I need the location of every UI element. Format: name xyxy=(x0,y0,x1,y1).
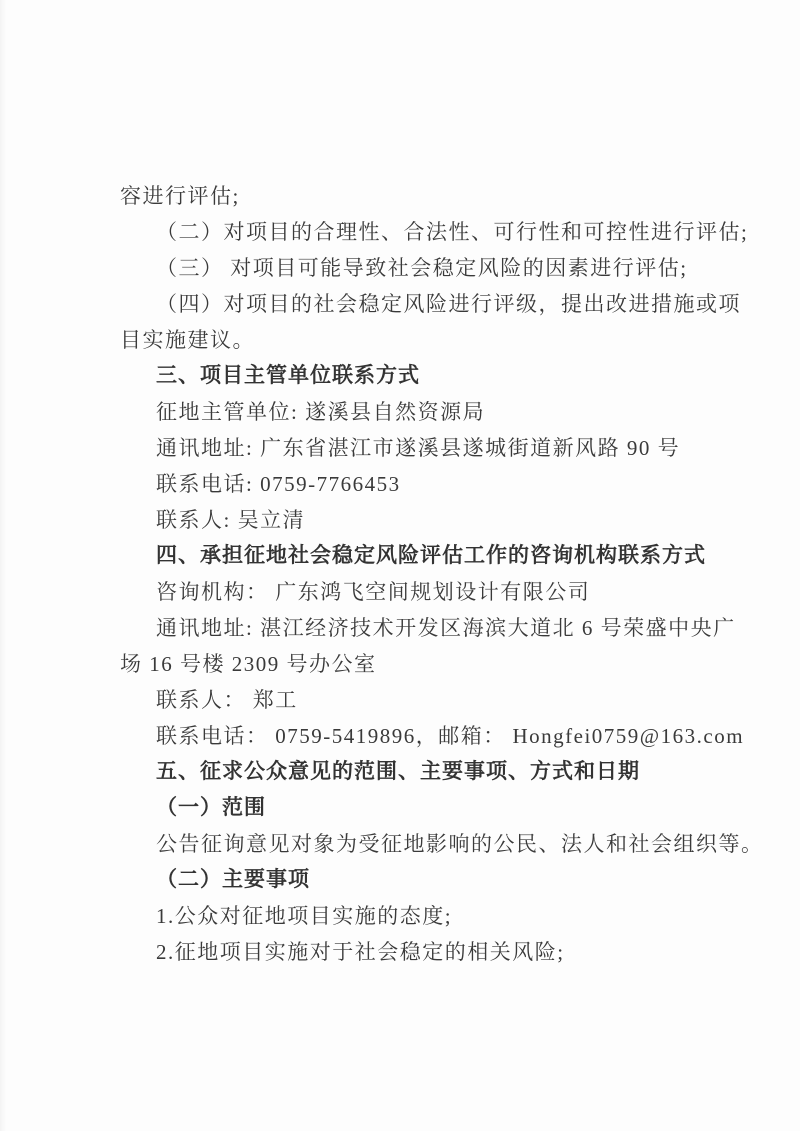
doc-line-matter-1: 1.公众对征地项目实施的态度; xyxy=(156,904,453,928)
doc-line-continuation: 容进行评估; xyxy=(120,184,240,208)
doc-line-continuation: 场 16 号楼 2309 号办公室 xyxy=(120,652,377,676)
section-5-heading: 五、征求公众意见的范围、主要事项、方式和日期 xyxy=(156,760,640,783)
doc-line-continuation: 目实施建议。 xyxy=(120,328,255,352)
doc-line-agency-phone-email: 联系电话： 0759-5419896，邮箱： Hongfei0759@163.com xyxy=(156,724,745,748)
doc-line-item-3: （三） 对项目可能导致社会稳定风险的因素进行评估; xyxy=(156,256,688,280)
section-3-heading: 三、项目主管单位联系方式 xyxy=(156,364,420,387)
doc-line-authority: 征地主管单位: 遂溪县自然资源局 xyxy=(156,400,486,424)
doc-line-address: 通讯地址: 广东省湛江市遂溪县遂城街道新风路 90 号 xyxy=(156,436,681,460)
section-4-heading: 四、承担征地社会稳定风险评估工作的咨询机构联系方式 xyxy=(156,544,706,567)
doc-line-item-2: （二）对项目的合理性、合法性、可行性和可控性进行评估; xyxy=(156,220,749,244)
doc-line-item-4: （四）对项目的社会稳定风险进行评级，提出改进措施或项 xyxy=(156,292,741,316)
doc-line-scope: 公告征询意见对象为受征地影响的公民、法人和社会组织等。 xyxy=(156,832,764,856)
doc-line-contact-person: 联系人: 吴立清 xyxy=(156,508,306,532)
doc-line-agency-contact: 联系人： 郑工 xyxy=(156,688,298,712)
document-text-block xyxy=(120,178,764,970)
subsection-5-2-heading: （二）主要事项 xyxy=(156,868,310,891)
subsection-5-1-heading: （一）范围 xyxy=(156,796,266,819)
doc-line-phone: 联系电话: 0759-7766453 xyxy=(156,472,401,496)
doc-line-agency: 咨询机构： 广东鸿飞空间规划设计有限公司 xyxy=(156,580,591,604)
doc-line-matter-2: 2.征地项目实施对于社会稳定的相关风险; xyxy=(156,940,565,964)
doc-line-agency-address: 通讯地址: 湛江经济技术开发区海滨大道北 6 号荣盛中央广 xyxy=(156,616,736,640)
